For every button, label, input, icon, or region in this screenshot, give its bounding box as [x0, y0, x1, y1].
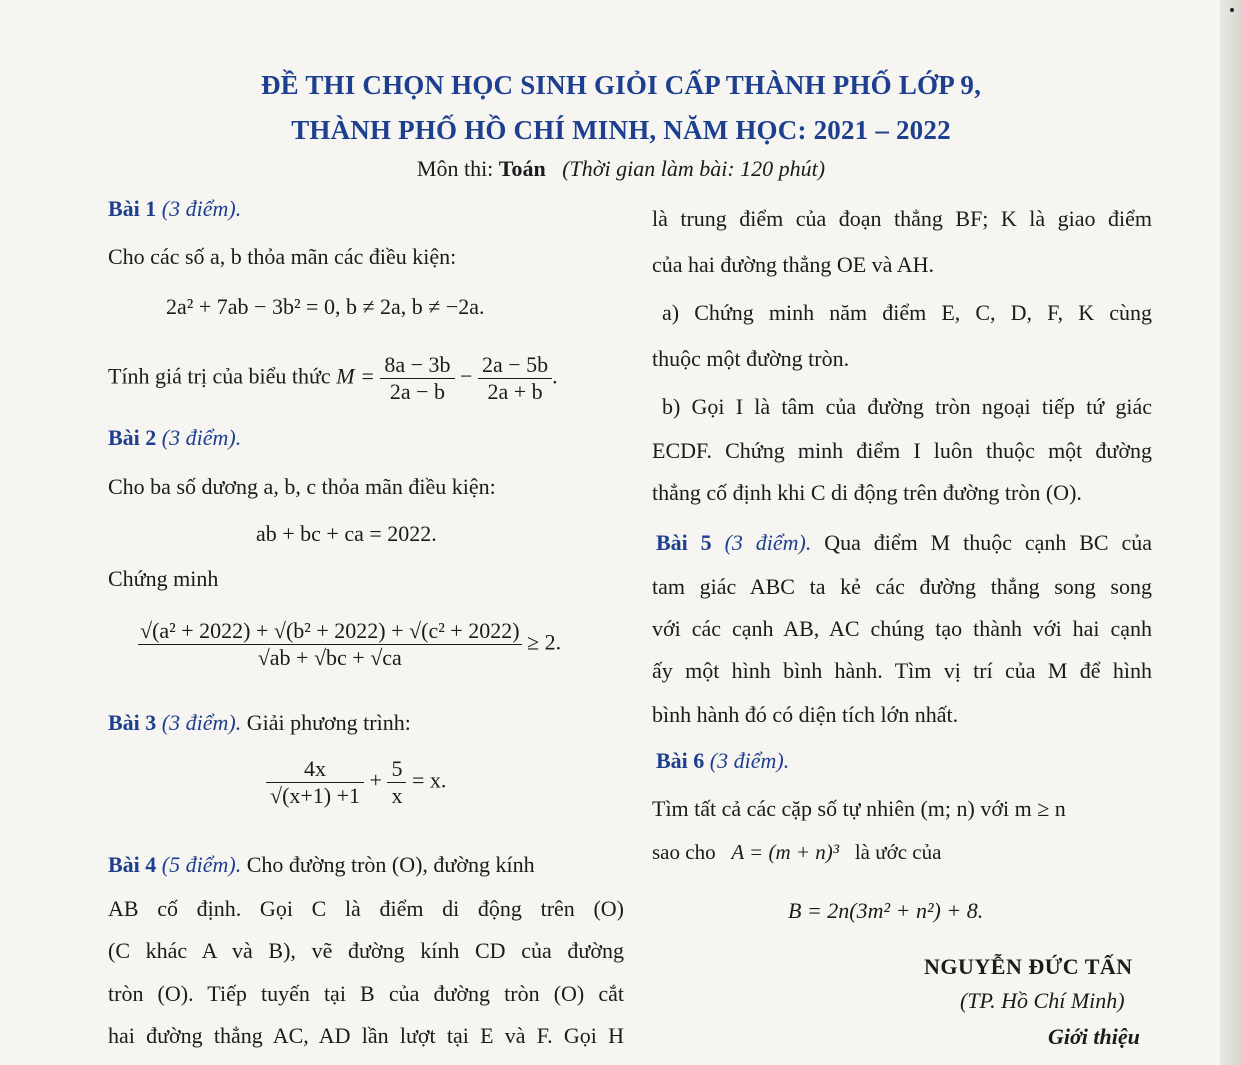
- exam-title-line1: ĐỀ THI CHỌN HỌC SINH GIỎI CẤP THÀNH PHỐ LỚP 9,: [260, 70, 982, 100]
- bai1-heading: [108, 196, 241, 222]
- author-location: (TP. Hồ Chí Minh): [960, 988, 1125, 1013]
- bai4-line-1: [108, 852, 624, 878]
- bai3-frac1-num: 4x: [266, 756, 364, 783]
- bai1-fraction-2: [478, 352, 552, 405]
- bai1-label: Bài 1: [108, 196, 157, 221]
- bai6-label: Bài 6: [656, 748, 705, 773]
- bai3-frac2-num: 5: [387, 756, 406, 783]
- bai1-frac2-num: 2a − 5b: [478, 352, 552, 379]
- bai6-expr-b: B = 2n(3m² + n²) + 8.: [788, 898, 984, 923]
- bai1-minus: −: [460, 363, 473, 389]
- bai1-frac2-den: 2a + b: [487, 379, 543, 404]
- bai3-points: (3 điểm).: [161, 710, 242, 735]
- bai3-frac1-den: √(x+1) +1: [270, 783, 361, 808]
- bai3-label: Bài 3: [108, 710, 157, 735]
- bai2-ineq-num: √(a² + 2022) + √(b² + 2022) + √(c² + 2022): [140, 618, 520, 643]
- bai4-part-a-1: a) Chứng minh năm điểm E, C, D, F, K cùng: [662, 300, 1152, 325]
- bai4-line-7: của hai đường thẳng OE và AH.: [652, 252, 934, 277]
- bai2-label: Bài 2: [108, 425, 157, 450]
- bai1-fraction-1: [380, 352, 454, 405]
- bai5-line-2: tam giác ABC ta kẻ các đường thẳng song song: [652, 574, 1152, 599]
- bai3-fraction-1: [266, 756, 364, 809]
- exam-title-line2: THÀNH PHỐ HỒ CHÍ MINH, NĂM HỌC: 2021 – 2022: [291, 115, 951, 145]
- bai6-expr-a: A = (m + n)³: [731, 840, 840, 864]
- bai3-equation: [266, 756, 446, 809]
- bai2-text: Cho ba số dương a, b, c thỏa mãn điều kiện:: [108, 474, 496, 499]
- author-name: NGUYỄN ĐỨC TẤN: [924, 954, 1133, 979]
- bai6-line-1: Tìm tất cả các cặp số tự nhiên (m; n) với m ≥ n: [652, 796, 1066, 821]
- bai2-fraction: [138, 618, 522, 671]
- bai1-question: [108, 352, 558, 405]
- bai4-points: (5 điểm).: [161, 852, 242, 877]
- time-note: (Thời gian làm bài: 120 phút): [562, 156, 826, 181]
- bai1-question-text: Tính giá trị của biểu thức: [108, 363, 331, 389]
- bai5-line-1: [656, 530, 1152, 556]
- author-role: Giới thiệu: [1048, 1024, 1140, 1049]
- bai5-points: (3 điểm).: [724, 530, 812, 555]
- corner-mark: [1230, 8, 1234, 12]
- bai3-text: Giải phương trình:: [246, 710, 411, 735]
- bai5-line-4: ấy một hình bình hành. Tìm vị trí của M để hình: [652, 658, 1152, 683]
- bai2-heading: [108, 425, 241, 451]
- bai6-heading: [656, 748, 789, 774]
- bai3-plus: +: [369, 767, 382, 793]
- bai4-part-b-2: ECDF. Chứng minh điểm I luôn thuộc một đường: [652, 438, 1152, 463]
- bai4-line-3: (C khác A và B), vẽ đường kính CD của đường: [108, 938, 624, 963]
- bai3-fraction-2: [387, 756, 406, 809]
- bai2-points: (3 điểm).: [161, 425, 242, 450]
- bai2-ineq-rhs: ≥ 2.: [527, 629, 562, 655]
- bai4-part-b-3: thẳng cố định khi C di động trên đường tròn (O).: [652, 480, 1082, 505]
- bai5-line-5: bình hành đó có diện tích lớn nhất.: [652, 702, 959, 727]
- bai4-line-2: AB cố định. Gọi C là điểm di động trên (O): [108, 896, 624, 921]
- bai2-ineq-den: √ab + √bc + √ca: [257, 645, 402, 670]
- bai4-part-b-1: b) Gọi I là tâm của đường tròn ngoại tiếp tứ giác: [662, 394, 1152, 419]
- subject-name: Toán: [498, 156, 546, 181]
- bai1-condition: 2a² + 7ab − 3b² = 0, b ≠ 2a, b ≠ −2a.: [166, 294, 485, 319]
- bai2-prove: Chứng minh: [108, 566, 219, 591]
- bai1-frac1-num: 8a − 3b: [380, 352, 454, 379]
- bai1-expr-lhs: M =: [336, 363, 375, 389]
- bai1-period: .: [552, 363, 558, 389]
- exam-subtitle: [0, 156, 1242, 182]
- bai4-line-4: tròn (O). Tiếp tuyến tại B của đường tròn (O) cắt: [108, 981, 624, 1006]
- bai6-points: (3 điểm).: [709, 748, 790, 773]
- bai2-condition: ab + bc + ca = 2022.: [256, 521, 437, 546]
- bai6-line-2: [652, 840, 941, 865]
- bai5-text-0: Qua điểm M thuộc cạnh BC của: [824, 530, 1153, 555]
- bai5-line-3: với các cạnh AB, AC chúng tạo thành với hai cạnh: [652, 616, 1152, 641]
- bai4-part-a-2: thuộc một đường tròn.: [652, 346, 850, 371]
- bai6-suffix: là ước của: [854, 840, 942, 864]
- bai1-text: Cho các số a, b thỏa mãn các điều kiện:: [108, 244, 457, 269]
- bai6-prefix: sao cho: [652, 840, 716, 864]
- bai1-frac1-den: 2a − b: [389, 379, 446, 404]
- bai1-points: (3 điểm).: [161, 196, 242, 221]
- bai4-text-0: Cho đường tròn (O), đường kính: [246, 852, 535, 877]
- bai5-label: Bài 5: [656, 530, 712, 555]
- bai3-rhs: = x.: [411, 767, 447, 793]
- bai2-inequality: [138, 618, 561, 671]
- bai4-line-5: hai đường thẳng AC, AD lần lượt tại E và F. Gọi H: [108, 1023, 624, 1048]
- bai4-label: Bài 4: [108, 852, 157, 877]
- bai3-frac2-den: x: [391, 783, 403, 808]
- bai3-heading: [108, 710, 411, 736]
- bai4-line-6: là trung điểm của đoạn thẳng BF; K là giao điểm: [652, 206, 1152, 231]
- subject-prefix: Môn thi:: [416, 156, 499, 181]
